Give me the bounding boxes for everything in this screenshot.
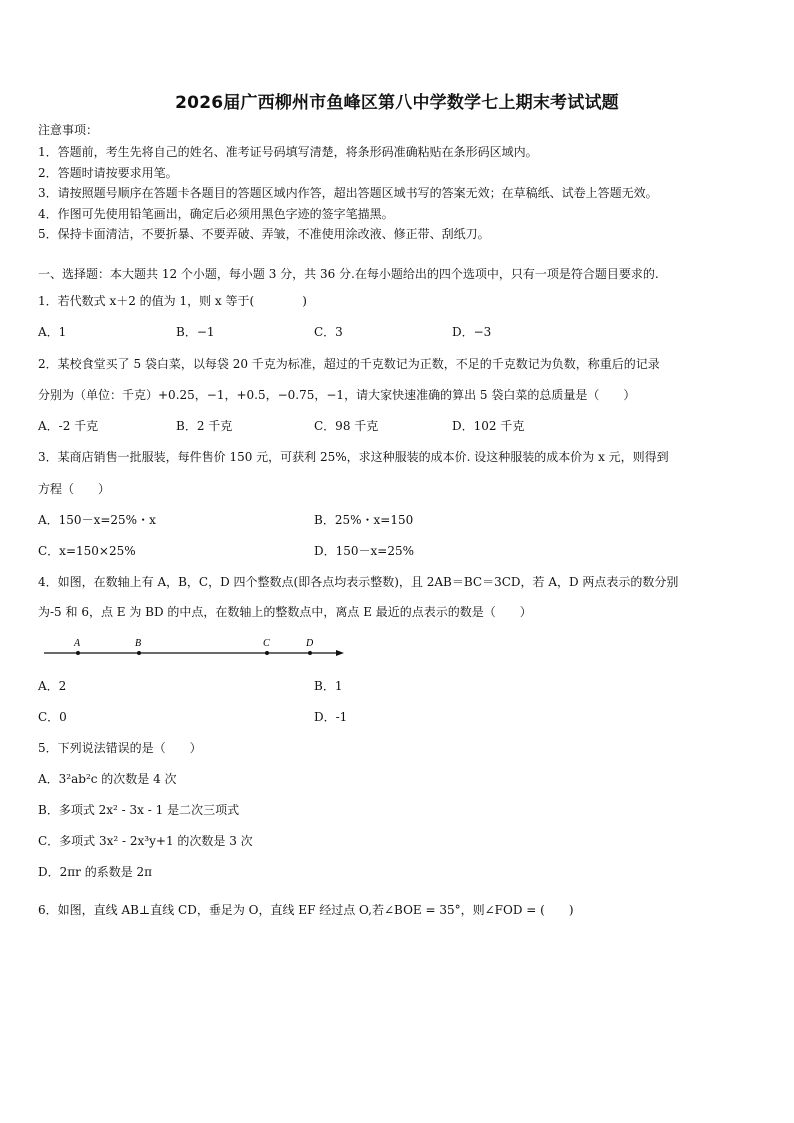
q1-option-d: D．−3 [452,325,492,339]
q2-stem-line1: 2．某校食堂买了 5 袋白菜，以每袋 20 千克为标准，超过的千克数记为正数，不足的千克数记为负数，称重后的记录 [38,357,660,371]
number-line-figure [40,636,350,662]
q1-option-a: A．1 [38,325,67,339]
q4-option-c: C．0 [38,710,67,724]
point-d-dot [308,651,312,655]
q2-option-a: A．-2 千克 [38,419,99,433]
q1-option-b: B．−1 [176,325,215,339]
q5-stem: 5．下列说法错误的是（ ） [38,741,202,755]
exam-title: 2026届广西柳州市鱼峰区第八中学数学七上期末考试试题 [175,93,619,113]
notice-heading: 注意事项： [38,123,99,137]
q2-option-d: D．102 千克 [452,419,525,433]
point-a-dot [76,651,80,655]
q1-option-c: C．3 [314,325,343,339]
q2-stem-line2: 分别为（单位：千克）+0.25，−1，+0.5，−0.75，−1，请大家快速准确的算出 5 袋白菜的总质量是（ ） [38,388,636,402]
number-line-arrow-icon [336,650,344,656]
q1-stem: 1．若代数式 x＋2 的值为 1，则 x 等于( ) [38,294,307,308]
q3-option-d: D．150－x=25% [314,544,415,558]
q3-stem-line2: 方程（ ） [38,482,111,496]
section-heading: 一、选择题：本大题共 12 个小题，每小题 3 分，共 36 分.在每小题给出的四个选项中，只有一项是符合题目要求的. [38,267,659,281]
notice-item-4: 4．作图可先使用铅笔画出，确定后必须用黑色字迹的签字笔描黑。 [38,207,394,221]
q5-option-b: B．多项式 2x² - 3x - 1 是二次三项式 [38,803,240,817]
q3-stem-line1: 3．某商店销售一批服装，每件售价 150 元，可获利 25%，求这种服装的成本价. 设这种服装的成本价为 x 元，则得到 [38,450,669,464]
q4-stem-line1: 4．如图，在数轴上有 A，B，C，D 四个整数点(即各点均表示整数)，且 2AB＝BC＝3CD，若 A，D 两点表示的数分别 [38,575,679,589]
q6-stem: 6．如图，直线 AB⊥直线 CD，垂足为 O，直线 EF 经过点 O,若∠BOE = 35°，则∠FOD = ( ) [38,903,574,917]
notice-item-5: 5．保持卡面清洁，不要折暴、不要弄破、弄皱，不准使用涂改液、修正带、刮纸刀。 [38,227,490,241]
q4-option-b: B．1 [314,679,343,693]
q5-option-c: C．多项式 3x² - 2x³y+1 的次数是 3 次 [38,834,253,848]
q4-stem-line2: 为-5 和 6，点 E 为 BD 的中点，在数轴上的整数点中，离点 E 最近的点表示的数是（ ） [38,605,532,619]
point-d-label: D [306,638,314,649]
point-c-dot [265,651,269,655]
point-c-label: C [263,638,270,649]
point-b-dot [137,651,141,655]
q2-option-b: B．2 千克 [176,419,233,433]
notice-item-1: 1．答题前，考生先将自己的姓名、准考证号码填写清楚，将条形码准确粘贴在条形码区域内。 [38,145,538,159]
q3-option-b: B．25%・x=150 [314,513,414,527]
notice-item-3: 3．请按照题号顺序在答题卡各题目的答题区域内作答，超出答题区域书写的答案无效；在草稿纸、试卷上答题无效。 [38,186,658,200]
q3-option-a: A．150－x=25%・x [38,513,156,527]
q4-option-a: A．2 [38,679,67,693]
q5-option-d: D．2πr 的系数是 2π [38,865,153,879]
point-b-label: B [135,638,142,649]
q4-option-d: D．-1 [314,710,348,724]
q2-option-c: C．98 千克 [314,419,379,433]
q3-option-c: C．x=150×25% [38,544,136,558]
notice-item-2: 2．答题时请按要求用笔。 [38,166,178,180]
point-a-label: A [74,638,81,649]
q5-option-a: A．3²ab²c 的次数是 4 次 [38,772,177,786]
